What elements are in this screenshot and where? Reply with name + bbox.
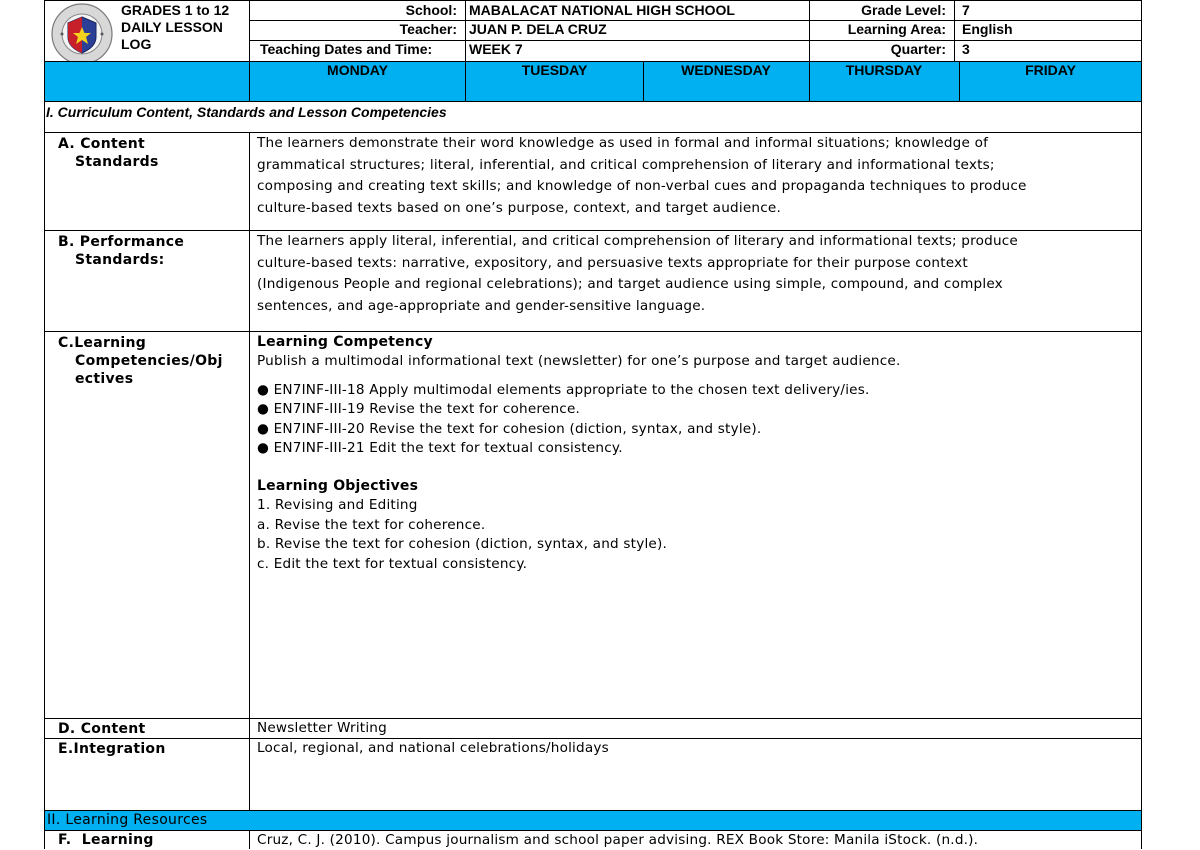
deped-seal-icon [50,3,114,65]
teacher-value: JUAN P. DELA CRUZ [469,21,607,37]
dates-value: WEEK 7 [469,41,523,57]
school-value: MABALACAT NATIONAL HIGH SCHOOL [469,2,735,18]
area-label: Learning Area: [847,21,946,37]
quarter-value: 3 [962,41,970,57]
competency-bullet: ● EN7INF-III-20 Revise the text for cohesion (diction, syntax, and style). [257,420,762,437]
grid-line [249,132,250,810]
grid-line [959,61,960,101]
integration-label: E.Integration [58,741,166,757]
resources-bar [44,810,1142,830]
competency-title: Learning Competency [257,334,433,350]
grid-line [643,61,644,101]
objective-item: c. Edit the text for textual consistency. [257,555,528,572]
objective-item: 1. Revising and Editing [257,496,418,513]
teacher-label: Teacher: [399,21,457,37]
area-value: English [962,21,1013,37]
grid-line [250,20,1142,21]
competency-bullet: ● EN7INF-III-18 Apply multimodal elements appropriate to the chosen text delivery/ies. [257,381,870,398]
log-title-line: GRADES 1 to 12 [121,2,230,18]
grid-line [465,0,466,101]
integration-value: Local, regional, and national celebrations/holidays [257,740,609,756]
performance-standards-label: B. Performance Standards: [58,234,185,268]
competency-text: Publish a multimodal informational text (newsletter) for one’s purpose and target audience. [257,353,901,369]
bullet-icon: ● [257,440,270,457]
grid-line [44,61,1142,62]
grid-line [44,230,1142,231]
grid-line [44,101,1142,102]
grid-line [44,0,1142,1]
day-wednesday: WEDNESDAY [681,62,771,78]
grid-line [809,0,810,101]
content-label: D. Content [58,721,146,737]
day-thursday: THURSDAY [845,62,923,78]
bullet-icon: ● [257,401,270,418]
school-label: School: [405,2,457,18]
log-title [121,2,246,53]
competencies-content [257,332,1137,574]
content-standards-text: The learners demonstrate their word knowledge as used in formal and informal situations; knowledge of grammatical structures; literal, inferential, and critical comprehension of literary and informational texts; composing and creating text skills; and knowledge of non-verbal cues and propaganda techniques to produce culture-based texts based on one’s purpose, context, and target audience. [257,135,1027,216]
section-curriculum-heading: I. Curriculum Content, Standards and Lesson Competencies [46,104,447,120]
grid-line [44,132,1142,133]
day-friday: FRIDAY [1025,62,1076,78]
grid-line [44,0,45,849]
log-title-line: LOG [121,36,152,52]
dates-label: Teaching Dates and Time: [260,41,433,57]
grid-line [44,331,1142,332]
day-monday: MONDAY [327,62,388,78]
learning-resources-label: F. Learning [58,832,154,848]
grid-line [250,40,1142,41]
competencies-label: C.Learning Competencies/Obj ectives [58,335,223,387]
grade-value: 7 [962,2,970,18]
objectives-title: Learning Objectives [257,477,419,494]
grade-label: Grade Level: [861,2,946,18]
competency-bullet: ● EN7INF-III-21 Edit the text for textual consistency. [257,440,623,457]
bullet-icon: ● [257,381,270,398]
grid-line [249,0,250,101]
grid-line [954,0,955,61]
performance-standards-text: The learners apply literal, inferential, and critical comprehension of literary and informational texts; produce culture-based texts: narrative, expository, and persuasive texts appropriate for their purpose context (Indigenous People and regional celebrations); and target audience using simple, compound, and complex sentences, and age-appropriate and gender-sensitive language. [257,233,1018,314]
grid-line [44,810,1142,811]
grid-line [1141,0,1142,849]
competency-bullet: ● EN7INF-III-19 Revise the text for coherence. [257,401,581,418]
grid-line [249,830,250,849]
grid-line [44,738,1142,739]
day-tuesday: TUESDAY [521,62,588,78]
content-value: Newsletter Writing [257,720,387,736]
log-title-line: DAILY LESSON [121,19,223,35]
learning-resources-value: Cruz, C. J. (2010). Campus journalism and school paper advising. REX Book Store: Manila iStock. (n.d.). [257,832,979,848]
section-resources-heading: II. Learning Resources [47,812,208,828]
grid-line [44,718,1142,719]
objective-item: b. Revise the text for cohesion (diction, syntax, and style). [257,536,668,553]
objective-item: a. Revise the text for coherence. [257,516,486,533]
content-standards-label: A. Content Standards [58,136,159,170]
quarter-label: Quarter: [890,41,946,57]
bullet-icon: ● [257,420,270,437]
grid-line [44,830,1142,831]
